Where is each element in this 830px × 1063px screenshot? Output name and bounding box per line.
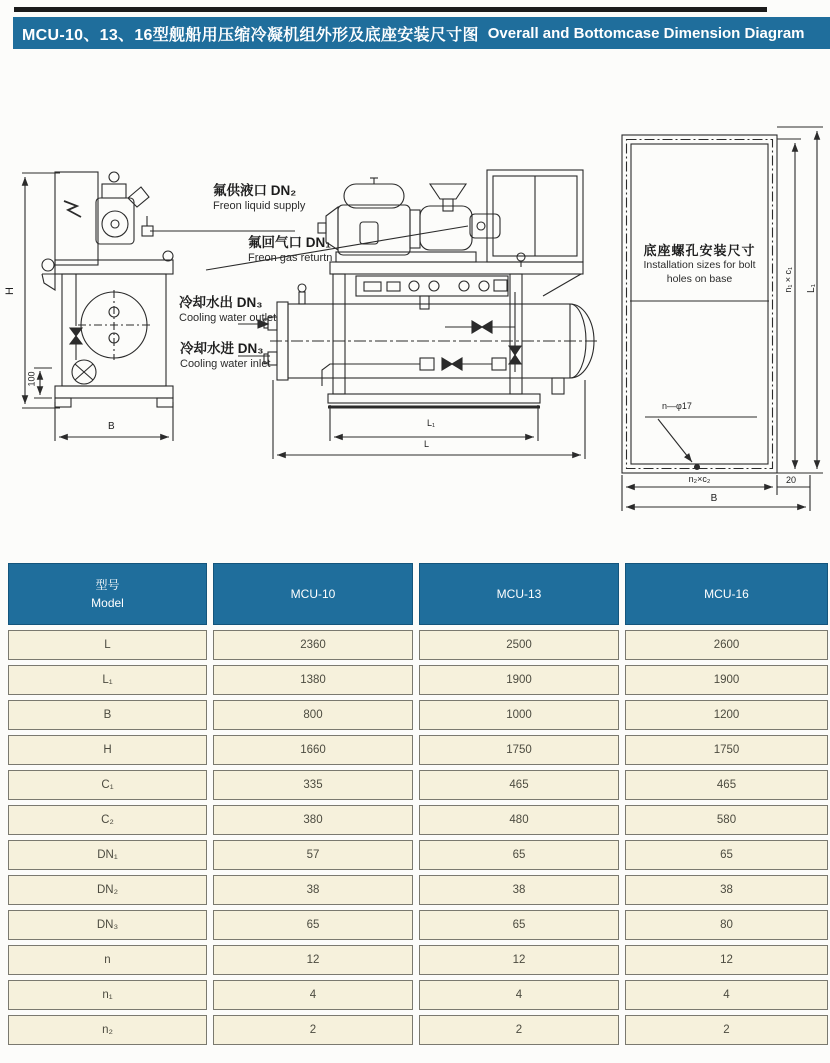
- dim-b-right-label: B: [710, 493, 718, 504]
- base-plan-title-en1: Installation sizes for bolt: [643, 259, 756, 271]
- table-cell: 38: [625, 875, 828, 905]
- table-cell: 2: [419, 1015, 619, 1045]
- dim-l-mid-label: L: [424, 439, 430, 449]
- table-cell: 4: [213, 980, 413, 1010]
- table-cell: 57: [213, 840, 413, 870]
- top-rule: [14, 7, 767, 12]
- table-cell: 465: [625, 770, 828, 800]
- table-cell: 1660: [213, 735, 413, 765]
- label-cooling-outlet-cn: 冷却水出 DN₃: [179, 295, 263, 310]
- base-plan-title-en2: holes on base: [666, 272, 733, 285]
- label-cooling-inlet: [180, 341, 271, 372]
- table-cell: 1900: [419, 665, 619, 695]
- bolt-note-label: n—φ17: [662, 401, 692, 411]
- dim-n1c1-label: n₁×c₁: [783, 267, 793, 293]
- row-label: DN₁: [8, 840, 207, 870]
- row-label: n₂: [8, 1015, 207, 1045]
- page-title-bar: [13, 17, 830, 49]
- dim-l1-mid-label: L₁: [427, 418, 436, 428]
- label-freon-gas: [248, 235, 332, 266]
- table-cell: 465: [419, 770, 619, 800]
- dim-h-label: H: [3, 287, 16, 295]
- table-cell: 4: [625, 980, 828, 1010]
- page-title-cn: MCU-10、13、16型舰船用压缩冷凝机组外形及底座安装尺寸图: [22, 26, 479, 44]
- label-cooling-outlet-en: Cooling water outlet: [179, 311, 277, 324]
- dim-n2c2-label: n₂×c₂: [688, 474, 711, 484]
- table-cell: 65: [419, 910, 619, 940]
- table-cell: 65: [625, 840, 828, 870]
- table-cell: 2500: [419, 630, 619, 660]
- row-label: C₂: [8, 805, 207, 835]
- dim-l1-right-label: L₁: [806, 284, 817, 293]
- table-cell: 65: [419, 840, 619, 870]
- table-cell: 1750: [625, 735, 828, 765]
- table-cell: 1200: [625, 700, 828, 730]
- label-cooling-inlet-en: Cooling water inlet: [180, 357, 271, 370]
- table-cell: 2360: [213, 630, 413, 660]
- dim-100-label: 100: [26, 371, 37, 387]
- row-label: DN₃: [8, 910, 207, 940]
- table-cell: 38: [213, 875, 413, 905]
- table-cell: 580: [625, 805, 828, 835]
- page-title-en: Overall and Bottomcase Dimension Diagram: [487, 24, 805, 42]
- dim-20-label: 20: [786, 475, 797, 485]
- table-cell: 380: [213, 805, 413, 835]
- base-plan-drawing: [622, 127, 823, 511]
- row-label: L: [8, 630, 207, 660]
- label-freon-liquid: [213, 183, 305, 214]
- table-cell: 2: [625, 1015, 828, 1045]
- row-label: H: [8, 735, 207, 765]
- drawing-area: [0, 49, 830, 563]
- header-model-cn: 型号: [95, 578, 120, 592]
- table-cell: 800: [213, 700, 413, 730]
- row-label: C₁: [8, 770, 207, 800]
- table-cell: 1750: [419, 735, 619, 765]
- header-model: [8, 563, 207, 625]
- table-cell: 12: [213, 945, 413, 975]
- label-cooling-inlet-cn: 冷却水进 DN₃: [180, 341, 264, 356]
- table-cell: 4: [419, 980, 619, 1010]
- header-model-en: Model: [91, 596, 124, 610]
- row-label: DN₂: [8, 875, 207, 905]
- table-cell: 12: [419, 945, 619, 975]
- label-freon-liquid-cn: 氟供液口 DN₂: [213, 183, 297, 198]
- row-label: n: [8, 945, 207, 975]
- table-cell: 480: [419, 805, 619, 835]
- header-mcu10: MCU-10: [213, 563, 413, 625]
- dimension-table: [8, 563, 828, 1045]
- header-mcu16: MCU-16: [625, 563, 828, 625]
- table-cell: 2600: [625, 630, 828, 660]
- front-view-drawing: [22, 172, 173, 441]
- table-cell: 65: [213, 910, 413, 940]
- row-label: L₁: [8, 665, 207, 695]
- label-freon-gas-cn: 氟回气口 DN₁: [248, 235, 331, 250]
- row-label: B: [8, 700, 207, 730]
- table-cell: 1380: [213, 665, 413, 695]
- dim-b-left-label: B: [108, 421, 115, 432]
- table-cell: 80: [625, 910, 828, 940]
- base-plan-title: [624, 240, 775, 286]
- side-view-drawing: [264, 170, 600, 459]
- table-cell: 1000: [419, 700, 619, 730]
- table-cell: 2: [213, 1015, 413, 1045]
- row-label: n₁: [8, 980, 207, 1010]
- base-plan-title-cn: 底座螺孔安装尺寸: [643, 243, 756, 258]
- table-cell: 335: [213, 770, 413, 800]
- table-cell: 1900: [625, 665, 828, 695]
- header-mcu13: MCU-13: [419, 563, 619, 625]
- label-cooling-outlet: [179, 295, 276, 326]
- technical-drawing-svg: [0, 49, 830, 563]
- table-cell: 38: [419, 875, 619, 905]
- label-freon-gas-en: Freon gas returtn: [248, 251, 333, 264]
- table-cell: 12: [625, 945, 828, 975]
- label-freon-liquid-en: Freon liquid supply: [213, 199, 306, 212]
